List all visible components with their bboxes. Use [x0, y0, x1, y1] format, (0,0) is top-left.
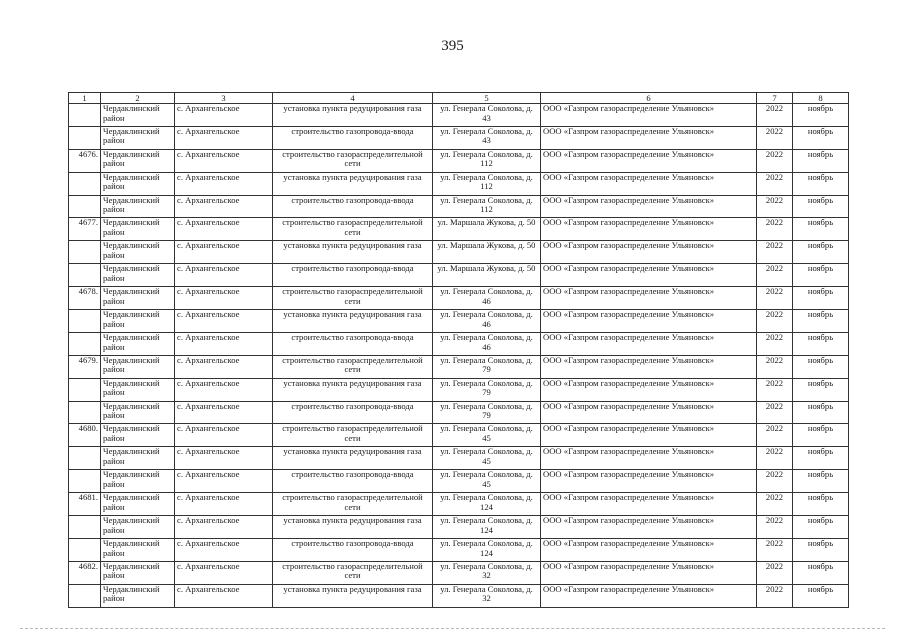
work-type-cell: строительство газопровода-ввода [273, 332, 433, 355]
month-cell: ноябрь [793, 470, 849, 493]
year-cell: 2022 [757, 493, 793, 516]
district-cell: Чердаклинский район [101, 447, 175, 470]
district-cell: Чердаклинский район [101, 561, 175, 584]
settlement-cell: с. Архангельское [175, 332, 273, 355]
year-cell: 2022 [757, 149, 793, 172]
district-cell: Чердаклинский район [101, 538, 175, 561]
table-row [69, 401, 849, 424]
address-cell: ул. Генерала Соколова, д. 45 [433, 424, 541, 447]
organization-cell: ООО «Газпром газораспределение Ульяновск» [541, 104, 757, 127]
organization-cell: ООО «Газпром газораспределение Ульяновск» [541, 195, 757, 218]
month-cell: ноябрь [793, 172, 849, 195]
year-cell: 2022 [757, 195, 793, 218]
month-cell: ноябрь [793, 287, 849, 310]
settlement-cell: с. Архангельское [175, 538, 273, 561]
district-cell: Чердаклинский район [101, 264, 175, 287]
object-number [69, 104, 101, 127]
month-cell: ноябрь [793, 447, 849, 470]
work-type-cell: строительство газораспределительной сети [273, 218, 433, 241]
month-cell: ноябрь [793, 218, 849, 241]
table-row [69, 561, 849, 584]
object-number [69, 195, 101, 218]
month-cell: ноябрь [793, 561, 849, 584]
address-cell: ул. Генерала Соколова, д. 112 [433, 195, 541, 218]
year-cell: 2022 [757, 241, 793, 264]
table-row [69, 470, 849, 493]
object-number: 4681. [69, 493, 101, 516]
work-type-cell: строительство газораспределительной сети [273, 287, 433, 310]
organization-cell: ООО «Газпром газораспределение Ульяновск» [541, 378, 757, 401]
settlement-cell: с. Архангельское [175, 355, 273, 378]
month-cell: ноябрь [793, 584, 849, 607]
address-cell: ул. Генерала Соколова, д. 112 [433, 149, 541, 172]
settlement-cell: с. Архангельское [175, 401, 273, 424]
year-cell: 2022 [757, 401, 793, 424]
object-number [69, 241, 101, 264]
year-cell: 2022 [757, 355, 793, 378]
settlement-cell: с. Архангельское [175, 241, 273, 264]
year-cell: 2022 [757, 332, 793, 355]
address-cell: ул. Генерала Соколова, д. 43 [433, 126, 541, 149]
organization-cell: ООО «Газпром газораспределение Ульяновск» [541, 493, 757, 516]
work-type-cell: строительство газопровода-ввода [273, 401, 433, 424]
organization-cell: ООО «Газпром газораспределение Ульяновск» [541, 470, 757, 493]
column-header: 3 [175, 93, 273, 104]
work-type-cell: строительство газораспределительной сети [273, 424, 433, 447]
organization-cell: ООО «Газпром газораспределение Ульяновск» [541, 310, 757, 333]
district-cell: Чердаклинский район [101, 126, 175, 149]
table-row [69, 195, 849, 218]
object-number: 4682. [69, 561, 101, 584]
settlement-cell: с. Архангельское [175, 378, 273, 401]
settlement-cell: с. Архангельское [175, 195, 273, 218]
address-cell: ул. Генерала Соколова, д. 46 [433, 332, 541, 355]
address-cell: ул. Генерала Соколова, д. 112 [433, 172, 541, 195]
table-row [69, 287, 849, 310]
object-number [69, 516, 101, 539]
table-row [69, 310, 849, 333]
year-cell: 2022 [757, 584, 793, 607]
work-type-cell: установка пункта редуцирования газа [273, 516, 433, 539]
month-cell: ноябрь [793, 195, 849, 218]
work-type-cell: установка пункта редуцирования газа [273, 447, 433, 470]
settlement-cell: с. Архангельское [175, 584, 273, 607]
column-header: 7 [757, 93, 793, 104]
settlement-cell: с. Архангельское [175, 126, 273, 149]
work-type-cell: установка пункта редуцирования газа [273, 241, 433, 264]
table-row [69, 218, 849, 241]
year-cell: 2022 [757, 447, 793, 470]
month-cell: ноябрь [793, 493, 849, 516]
page-bottom-edge [20, 628, 885, 629]
object-number [69, 470, 101, 493]
organization-cell: ООО «Газпром газораспределение Ульяновск» [541, 424, 757, 447]
year-cell: 2022 [757, 218, 793, 241]
table-row [69, 424, 849, 447]
table-row [69, 149, 849, 172]
object-number: 4676. [69, 149, 101, 172]
address-cell: ул. Генерала Соколова, д. 124 [433, 538, 541, 561]
year-cell: 2022 [757, 424, 793, 447]
registry-body [69, 104, 849, 608]
month-cell: ноябрь [793, 355, 849, 378]
settlement-cell: с. Архангельское [175, 172, 273, 195]
object-number: 4677. [69, 218, 101, 241]
district-cell: Чердаклинский район [101, 470, 175, 493]
district-cell: Чердаклинский район [101, 516, 175, 539]
registry-table [68, 92, 849, 608]
work-type-cell: строительство газопровода-ввода [273, 264, 433, 287]
organization-cell: ООО «Газпром газораспределение Ульяновск» [541, 287, 757, 310]
month-cell: ноябрь [793, 126, 849, 149]
district-cell: Чердаклинский район [101, 218, 175, 241]
table-row [69, 241, 849, 264]
table-row [69, 447, 849, 470]
object-number [69, 378, 101, 401]
settlement-cell: с. Архангельское [175, 264, 273, 287]
work-type-cell: установка пункта редуцирования газа [273, 104, 433, 127]
organization-cell: ООО «Газпром газораспределение Ульяновск» [541, 584, 757, 607]
settlement-cell: с. Архангельское [175, 516, 273, 539]
address-cell: ул. Генерала Соколова, д. 32 [433, 584, 541, 607]
settlement-cell: с. Архангельское [175, 493, 273, 516]
work-type-cell: установка пункта редуцирования газа [273, 172, 433, 195]
work-type-cell: установка пункта редуцирования газа [273, 584, 433, 607]
object-number [69, 584, 101, 607]
address-cell: ул. Генерала Соколова, д. 45 [433, 470, 541, 493]
object-number: 4680. [69, 424, 101, 447]
table-row [69, 355, 849, 378]
district-cell: Чердаклинский район [101, 378, 175, 401]
table-row [69, 264, 849, 287]
address-cell: ул. Генерала Соколова, д. 124 [433, 493, 541, 516]
organization-cell: ООО «Газпром газораспределение Ульяновск» [541, 516, 757, 539]
work-type-cell: установка пункта редуцирования газа [273, 310, 433, 333]
organization-cell: ООО «Газпром газораспределение Ульяновск» [541, 172, 757, 195]
month-cell: ноябрь [793, 104, 849, 127]
table-row [69, 584, 849, 607]
object-number [69, 538, 101, 561]
year-cell: 2022 [757, 264, 793, 287]
month-cell: ноябрь [793, 310, 849, 333]
object-number [69, 126, 101, 149]
address-cell: ул. Генерала Соколова, д. 79 [433, 378, 541, 401]
district-cell: Чердаклинский район [101, 195, 175, 218]
object-number: 4679. [69, 355, 101, 378]
district-cell: Чердаклинский район [101, 149, 175, 172]
month-cell: ноябрь [793, 516, 849, 539]
column-header: 1 [69, 93, 101, 104]
address-cell: ул. Генерала Соколова, д. 79 [433, 401, 541, 424]
work-type-cell: строительство газопровода-ввода [273, 538, 433, 561]
year-cell: 2022 [757, 561, 793, 584]
year-cell: 2022 [757, 126, 793, 149]
organization-cell: ООО «Газпром газораспределение Ульяновск» [541, 447, 757, 470]
district-cell: Чердаклинский район [101, 172, 175, 195]
organization-cell: ООО «Газпром газораспределение Ульяновск» [541, 355, 757, 378]
month-cell: ноябрь [793, 378, 849, 401]
address-cell: ул. Генерала Соколова, д. 124 [433, 516, 541, 539]
address-cell: ул. Маршала Жукова, д. 50 [433, 264, 541, 287]
district-cell: Чердаклинский район [101, 104, 175, 127]
month-cell: ноябрь [793, 538, 849, 561]
object-number [69, 332, 101, 355]
month-cell: ноябрь [793, 149, 849, 172]
year-cell: 2022 [757, 287, 793, 310]
organization-cell: ООО «Газпром газораспределение Ульяновск» [541, 561, 757, 584]
organization-cell: ООО «Газпром газораспределение Ульяновск» [541, 241, 757, 264]
address-cell: ул. Генерала Соколова, д. 45 [433, 447, 541, 470]
month-cell: ноябрь [793, 424, 849, 447]
column-number-row [69, 93, 849, 104]
district-cell: Чердаклинский район [101, 310, 175, 333]
address-cell: ул. Маршала Жукова, д. 50 [433, 241, 541, 264]
table-row [69, 493, 849, 516]
year-cell: 2022 [757, 538, 793, 561]
object-number [69, 401, 101, 424]
settlement-cell: с. Архангельское [175, 310, 273, 333]
column-header: 8 [793, 93, 849, 104]
year-cell: 2022 [757, 172, 793, 195]
month-cell: ноябрь [793, 241, 849, 264]
district-cell: Чердаклинский район [101, 584, 175, 607]
object-number [69, 447, 101, 470]
organization-cell: ООО «Газпром газораспределение Ульяновск» [541, 538, 757, 561]
work-type-cell: строительство газораспределительной сети [273, 355, 433, 378]
month-cell: ноябрь [793, 401, 849, 424]
table-row [69, 172, 849, 195]
settlement-cell: с. Архангельское [175, 287, 273, 310]
settlement-cell: с. Архангельское [175, 470, 273, 493]
month-cell: ноябрь [793, 332, 849, 355]
settlement-cell: с. Архангельское [175, 149, 273, 172]
district-cell: Чердаклинский район [101, 241, 175, 264]
table-row [69, 126, 849, 149]
table-row [69, 378, 849, 401]
district-cell: Чердаклинский район [101, 401, 175, 424]
district-cell: Чердаклинский район [101, 287, 175, 310]
organization-cell: ООО «Газпром газораспределение Ульяновск» [541, 264, 757, 287]
work-type-cell: строительство газопровода-ввода [273, 126, 433, 149]
column-header: 5 [433, 93, 541, 104]
settlement-cell: с. Архангельское [175, 218, 273, 241]
address-cell: ул. Генерала Соколова, д. 43 [433, 104, 541, 127]
work-type-cell: строительство газопровода-ввода [273, 470, 433, 493]
year-cell: 2022 [757, 378, 793, 401]
column-header: 2 [101, 93, 175, 104]
organization-cell: ООО «Газпром газораспределение Ульяновск» [541, 149, 757, 172]
address-cell: ул. Генерала Соколова, д. 46 [433, 287, 541, 310]
settlement-cell: с. Архангельское [175, 447, 273, 470]
table-row [69, 332, 849, 355]
settlement-cell: с. Архангельское [175, 424, 273, 447]
work-type-cell: строительство газораспределительной сети [273, 493, 433, 516]
address-cell: ул. Маршала Жукова, д. 50 [433, 218, 541, 241]
month-cell: ноябрь [793, 264, 849, 287]
object-number [69, 172, 101, 195]
year-cell: 2022 [757, 310, 793, 333]
district-cell: Чердаклинский район [101, 493, 175, 516]
column-header: 4 [273, 93, 433, 104]
object-number [69, 264, 101, 287]
district-cell: Чердаклинский район [101, 332, 175, 355]
address-cell: ул. Генерала Соколова, д. 79 [433, 355, 541, 378]
district-cell: Чердаклинский район [101, 355, 175, 378]
year-cell: 2022 [757, 104, 793, 127]
object-number: 4678. [69, 287, 101, 310]
column-header: 6 [541, 93, 757, 104]
year-cell: 2022 [757, 470, 793, 493]
district-cell: Чердаклинский район [101, 424, 175, 447]
year-cell: 2022 [757, 516, 793, 539]
organization-cell: ООО «Газпром газораспределение Ульяновск» [541, 401, 757, 424]
settlement-cell: с. Архангельское [175, 104, 273, 127]
settlement-cell: с. Архангельское [175, 561, 273, 584]
organization-cell: ООО «Газпром газораспределение Ульяновск» [541, 218, 757, 241]
address-cell: ул. Генерала Соколова, д. 32 [433, 561, 541, 584]
work-type-cell: установка пункта редуцирования газа [273, 378, 433, 401]
page-number: 395 [441, 38, 464, 54]
address-cell: ул. Генерала Соколова, д. 46 [433, 310, 541, 333]
work-type-cell: строительство газораспределительной сети [273, 149, 433, 172]
work-type-cell: строительство газопровода-ввода [273, 195, 433, 218]
table-row [69, 516, 849, 539]
organization-cell: ООО «Газпром газораспределение Ульяновск» [541, 332, 757, 355]
table-row [69, 104, 849, 127]
work-type-cell: строительство газораспределительной сети [273, 561, 433, 584]
organization-cell: ООО «Газпром газораспределение Ульяновск» [541, 126, 757, 149]
table-row [69, 538, 849, 561]
object-number [69, 310, 101, 333]
